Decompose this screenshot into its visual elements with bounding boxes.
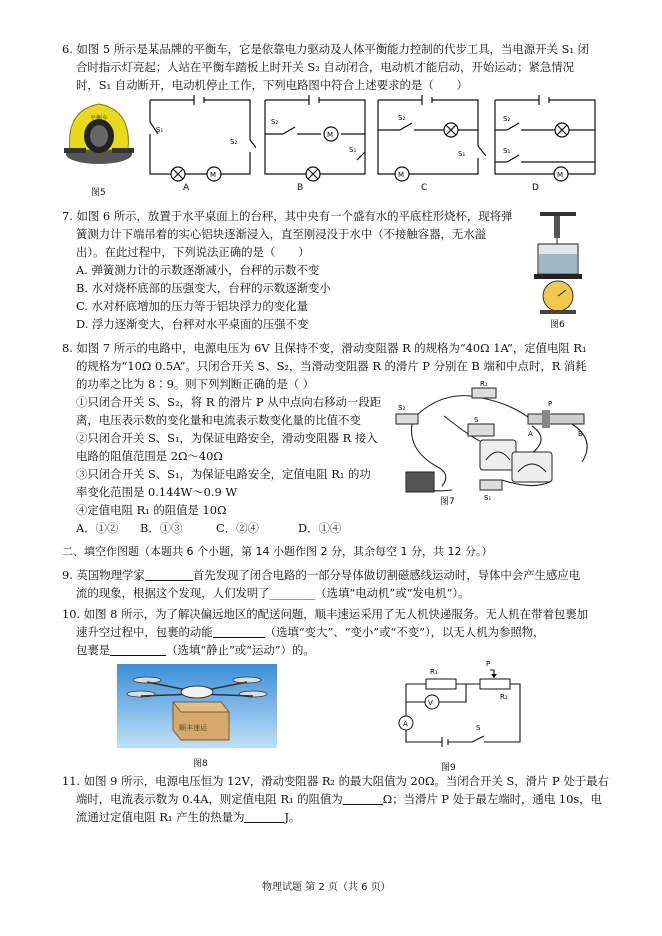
circuit-d	[491, 94, 603, 182]
figure9-s-label: S	[476, 724, 481, 732]
q7-choice-a: A. 弹簧测力计的示数逐渐减小，台秤的示数不变	[76, 263, 320, 277]
q9-line1-pre: 9. 英国物理学家	[62, 568, 145, 582]
circuit-c-s1-label: S₁	[458, 150, 466, 158]
q10-line2-pre: 速升空过程中，包裹的动能	[76, 625, 213, 639]
q10-blank1[interactable]	[213, 624, 265, 638]
figure7-b-label: B	[578, 430, 583, 438]
figure7-p-label: P	[548, 400, 553, 408]
q7-choice-b: B. 水对烧杯底部的压强变大，台秤的示数逐渐变小	[76, 281, 331, 295]
q8-statement4: ④定值电阻 R₁ 的阻值是 10Ω	[76, 503, 227, 517]
q7-line2: 簧测力计下端吊着的实心铝块逐渐浸入，直至刚浸没于水中（不接触容器，无水溢	[76, 227, 487, 241]
figure7-s2-label: S₂	[398, 404, 406, 412]
q8-statement2a: ②只闭合开关 S、S₁，为保证电路安全，滑动变阻器 R 接入	[76, 431, 378, 445]
circuit-a	[146, 94, 256, 182]
circuit-b	[261, 94, 371, 182]
circuit-d-s1-label: S₁	[503, 147, 511, 155]
drone-box-text: 顺丰速运	[179, 724, 207, 732]
q10-line2-post: （选填“变大”、“变小”或“不变”），以无人机为参照物，	[264, 625, 545, 639]
circuit-b-s1-label: S₁	[349, 146, 357, 154]
q10-line3	[76, 641, 315, 660]
page-footer: 物理试题 第 2 页（共 6 页）	[262, 882, 391, 893]
q9-blank1[interactable]	[145, 567, 193, 581]
q11-line2-post: Ω；当滑片 P 处于最左端时，通电 10s，电	[382, 792, 602, 806]
q7-choice-d: D. 浮力逐渐变大，台秤对水平桌面的压强不变	[76, 317, 309, 331]
figure6-caption: 图6	[550, 320, 565, 330]
figure7-s-label: S	[474, 416, 479, 424]
figure5-scooter-image	[58, 96, 140, 182]
q11-line3-post: J。	[284, 810, 301, 824]
circuit-c-motor-label: M	[398, 171, 405, 179]
q11-line2-pre: 端时，电流表示数为 0.4A，则定值电阻 R₁ 的阻值为	[76, 792, 343, 806]
option-c-label: C	[421, 183, 428, 193]
q11-line2	[76, 790, 602, 809]
figure9-caption: 图9	[441, 763, 456, 773]
q7-line1: 7. 如图 6 所示，放置于水平桌面上的台秤，其中央有一个盛有水的平底柱形烧杯，现将弹	[62, 209, 513, 223]
circuit-a-motor-label: M	[210, 171, 217, 179]
figure6-scale-image	[528, 210, 588, 316]
option-a-label: A	[183, 183, 190, 193]
figure9-circuit	[390, 656, 530, 756]
figure7-s1-label: S₁	[484, 494, 492, 502]
circuit-d-s2-label: S₂	[503, 115, 511, 123]
q9-line2: 流的现象，根据这个发现，人们发明了________（选填“电动机”或“发电机”）。	[76, 586, 470, 600]
option-b-label: B	[297, 183, 304, 193]
circuit-d-motor-label: M	[557, 171, 564, 179]
figure7-a-label: A	[528, 430, 533, 438]
circuit-c	[374, 94, 486, 182]
circuit-a-s2-label: S₂	[230, 138, 238, 146]
q11-line1: 11. 如图 9 所示，电源电压恒为 12V，滑动变阻器 R₂ 的最大阻值为 20Ω。当闭合开关 S，滑片 P 处于最右	[62, 774, 609, 788]
figure9-r1-label: R₁	[430, 668, 438, 676]
option-d-label: D	[532, 183, 539, 193]
q6-line3: 时，S₁ 自动断开，电动机停止工作，下列电路图中符合上述要求的是（ ）	[76, 78, 468, 92]
q7-choice-c: C. 水对杯底增加的压力等于铝块浮力的变化量	[76, 299, 308, 313]
q8-statement2b: 电路的阻值范围是 2Ω～40Ω	[76, 449, 223, 463]
q9-line1	[62, 566, 580, 585]
q9-line1-post: 首先发现了闭合电路的一部分导体做切割磁感线运动时，导体中会产生感应电	[192, 568, 581, 582]
figure9-r2-label: R₂	[500, 693, 508, 701]
q11-line3-pre: 流通过定值电阻 R₁ 产生的热量为	[76, 810, 245, 824]
circuit-b-s2-label: S₂	[271, 118, 279, 126]
q8-choice-d: D．①④	[298, 521, 342, 535]
q8-statement1a: ①只闭合开关 S、S₂，将 R 的滑片 P 从中点向右移动一段距	[76, 395, 382, 409]
q6-line1: 6. 如图 5 所示是某品牌的平衡车，它是依靠电力驱动及人体平衡能力控制的代步工具，当电源开关 S₁ 闭	[62, 42, 589, 56]
q10-line3-post: （选填“静止”或“运动”）的。	[166, 643, 315, 657]
section2-heading: 二、填空作图题（本题共 6 个小题，第 14 小题作图 2 分，其余每空 1 分，共 12 分。）	[62, 545, 493, 558]
q10-line1: 10. 如图 8 所示，为了解决偏远地区的配送问题，顺丰速运采用了无人机快递服务。无人机在带着包裹加	[62, 607, 589, 621]
q8-line1: 8. 如图 7 所示的电路中，电源电压为 6V 且保持不变，滑动变阻器 R 的规格为“40Ω 1A”，定值电阻 R₁	[62, 341, 587, 355]
figure9-p-label: P	[486, 660, 491, 668]
figure9-v-label: V	[428, 699, 433, 707]
circuit-c-s2-label: S₂	[398, 114, 406, 122]
q10-line3-pre: 包裹是	[76, 643, 111, 657]
q8-statement3b: 率变化范围是 0.144W～0.9 W	[76, 485, 238, 499]
q10-blank2[interactable]	[110, 642, 166, 656]
q11-blank2[interactable]	[244, 809, 284, 823]
figure5-caption: 图5	[91, 188, 106, 198]
figure7-r1-label: R₁	[480, 380, 488, 388]
q11-line3	[76, 808, 300, 827]
figure8-caption: 图8	[193, 759, 208, 769]
q7-line3: 出）。在此过程中，下列说法正确的是（ ）	[76, 245, 310, 259]
q8-statement1b: 离，电压表示数的变化量和电流表示数变化量的比值不变	[76, 413, 361, 427]
q6-line2: 合时指示灯亮起；人站在平衡车踏板上时开关 S₂ 自动闭合，电动机才能启动，开始运动；紧急情况	[76, 60, 575, 74]
figure8-drone-image	[117, 664, 277, 748]
figure9-a-label: A	[403, 720, 408, 728]
scooter-text: 平衡车	[89, 115, 109, 122]
q8-choice-a: A．①②	[76, 521, 119, 535]
q11-blank1[interactable]	[343, 791, 383, 805]
q8-choice-b: B．①③	[140, 521, 183, 535]
q10-line2	[76, 623, 545, 642]
q8-line3: 的功率之比为 8∶9。则下列判断正确的是（ ）	[76, 377, 315, 391]
figure7-circuit-image	[382, 380, 602, 504]
figure7-caption: 图7	[440, 497, 455, 507]
q8-line2: 的规格为“10Ω 0.5A”。只闭合开关 S、S₂，当滑动变阻器 R 的滑片 P 分别在 B 端和中点时，R 消耗	[76, 359, 587, 373]
circuit-b-motor-label: M	[327, 131, 334, 139]
circuit-a-s1-label: S₁	[156, 126, 164, 134]
q8-choice-c: C．②④	[216, 521, 259, 535]
q8-statement3a: ③只闭合开关 S、S₁，为保证电路安全，定值电阻 R₁ 的功	[76, 467, 371, 481]
